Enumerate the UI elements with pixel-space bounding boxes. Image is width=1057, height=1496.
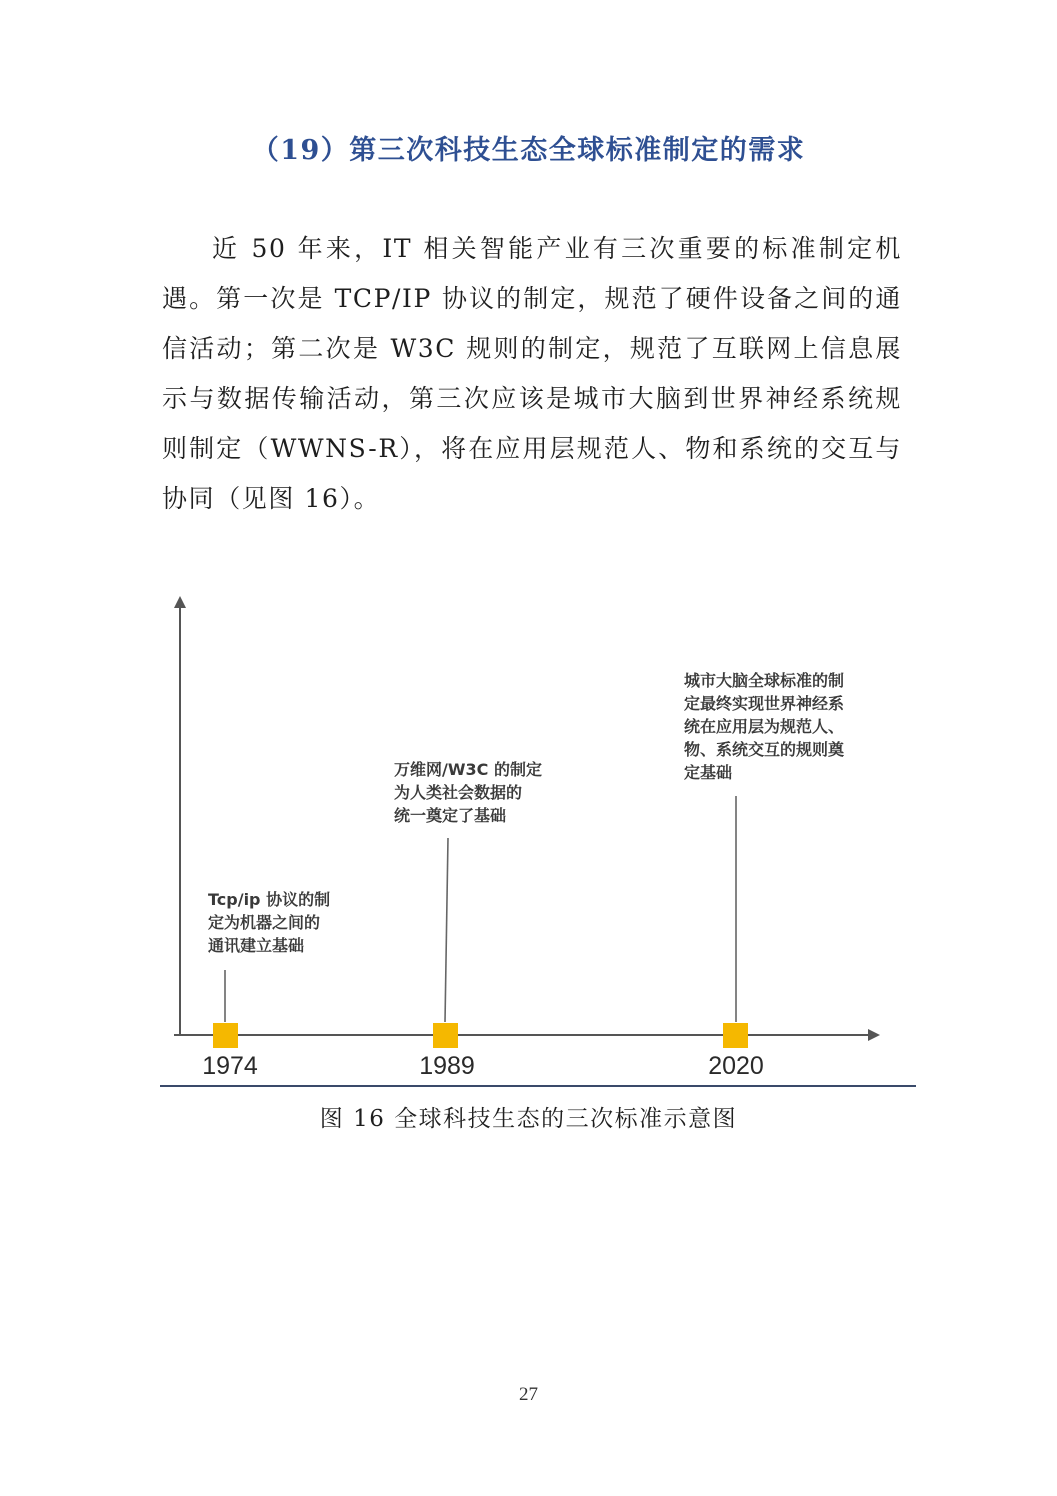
event-label-2020	[684, 669, 844, 784]
figure-caption: 图 16 全球科技生态的三次标准示意图	[319, 1106, 738, 1132]
event-marker-1974	[213, 1023, 238, 1048]
vertical-axis-arrow	[174, 596, 186, 608]
event-label-line: 为人类社会数据的	[394, 783, 523, 802]
event-label-line: 统一奠定了基础	[394, 806, 507, 825]
page-number: 27	[519, 1384, 538, 1405]
event-label-1974	[208, 888, 330, 957]
event-label-line: 物、系统交互的规则奠	[684, 740, 845, 759]
section-heading: （19）第三次科技生态全球标准制定的需求	[251, 135, 806, 166]
event-label-line: 定为机器之间的	[208, 913, 321, 932]
timeline-svg	[160, 590, 920, 1090]
event-label-line: 万维网/W3C 的制定	[394, 760, 542, 779]
event-label-line: 统在应用层为规范人、	[684, 717, 845, 736]
event-label-1989	[394, 758, 542, 827]
event-label-line: 定基础	[684, 763, 733, 782]
event-label-line: 通讯建立基础	[208, 936, 305, 955]
year-label-1974: 1974	[202, 1052, 258, 1080]
year-label-1989: 1989	[419, 1052, 475, 1080]
horizontal-axis-arrow	[868, 1029, 880, 1041]
event-label-line: 定最终实现世界神经系	[684, 694, 845, 713]
event-label-line: 城市大脑全球标准的制	[684, 671, 845, 690]
event-marker-1989	[433, 1023, 458, 1048]
event-label-line: Tcp/ip 协议的制	[208, 890, 331, 909]
timeline-figure	[160, 590, 920, 1090]
body-paragraph: 近 50 年来，IT 相关智能产业有三次重要的标准制定机遇。第一次是 TCP/IP 协议的制定，规范了硬件设备之间的通信活动；第二次是 W3C 规则的制定，规范了互联网上信息展示与数据传输活动，第三次应该是城市大脑到世界神经系统规则制定（WWNS-R），将在应用层规范人、物和系统的交互与协同（见图 16）。	[162, 234, 902, 513]
event-stem-1989	[445, 838, 448, 1022]
event-marker-2020	[723, 1023, 748, 1048]
year-label-2020: 2020	[708, 1052, 764, 1080]
